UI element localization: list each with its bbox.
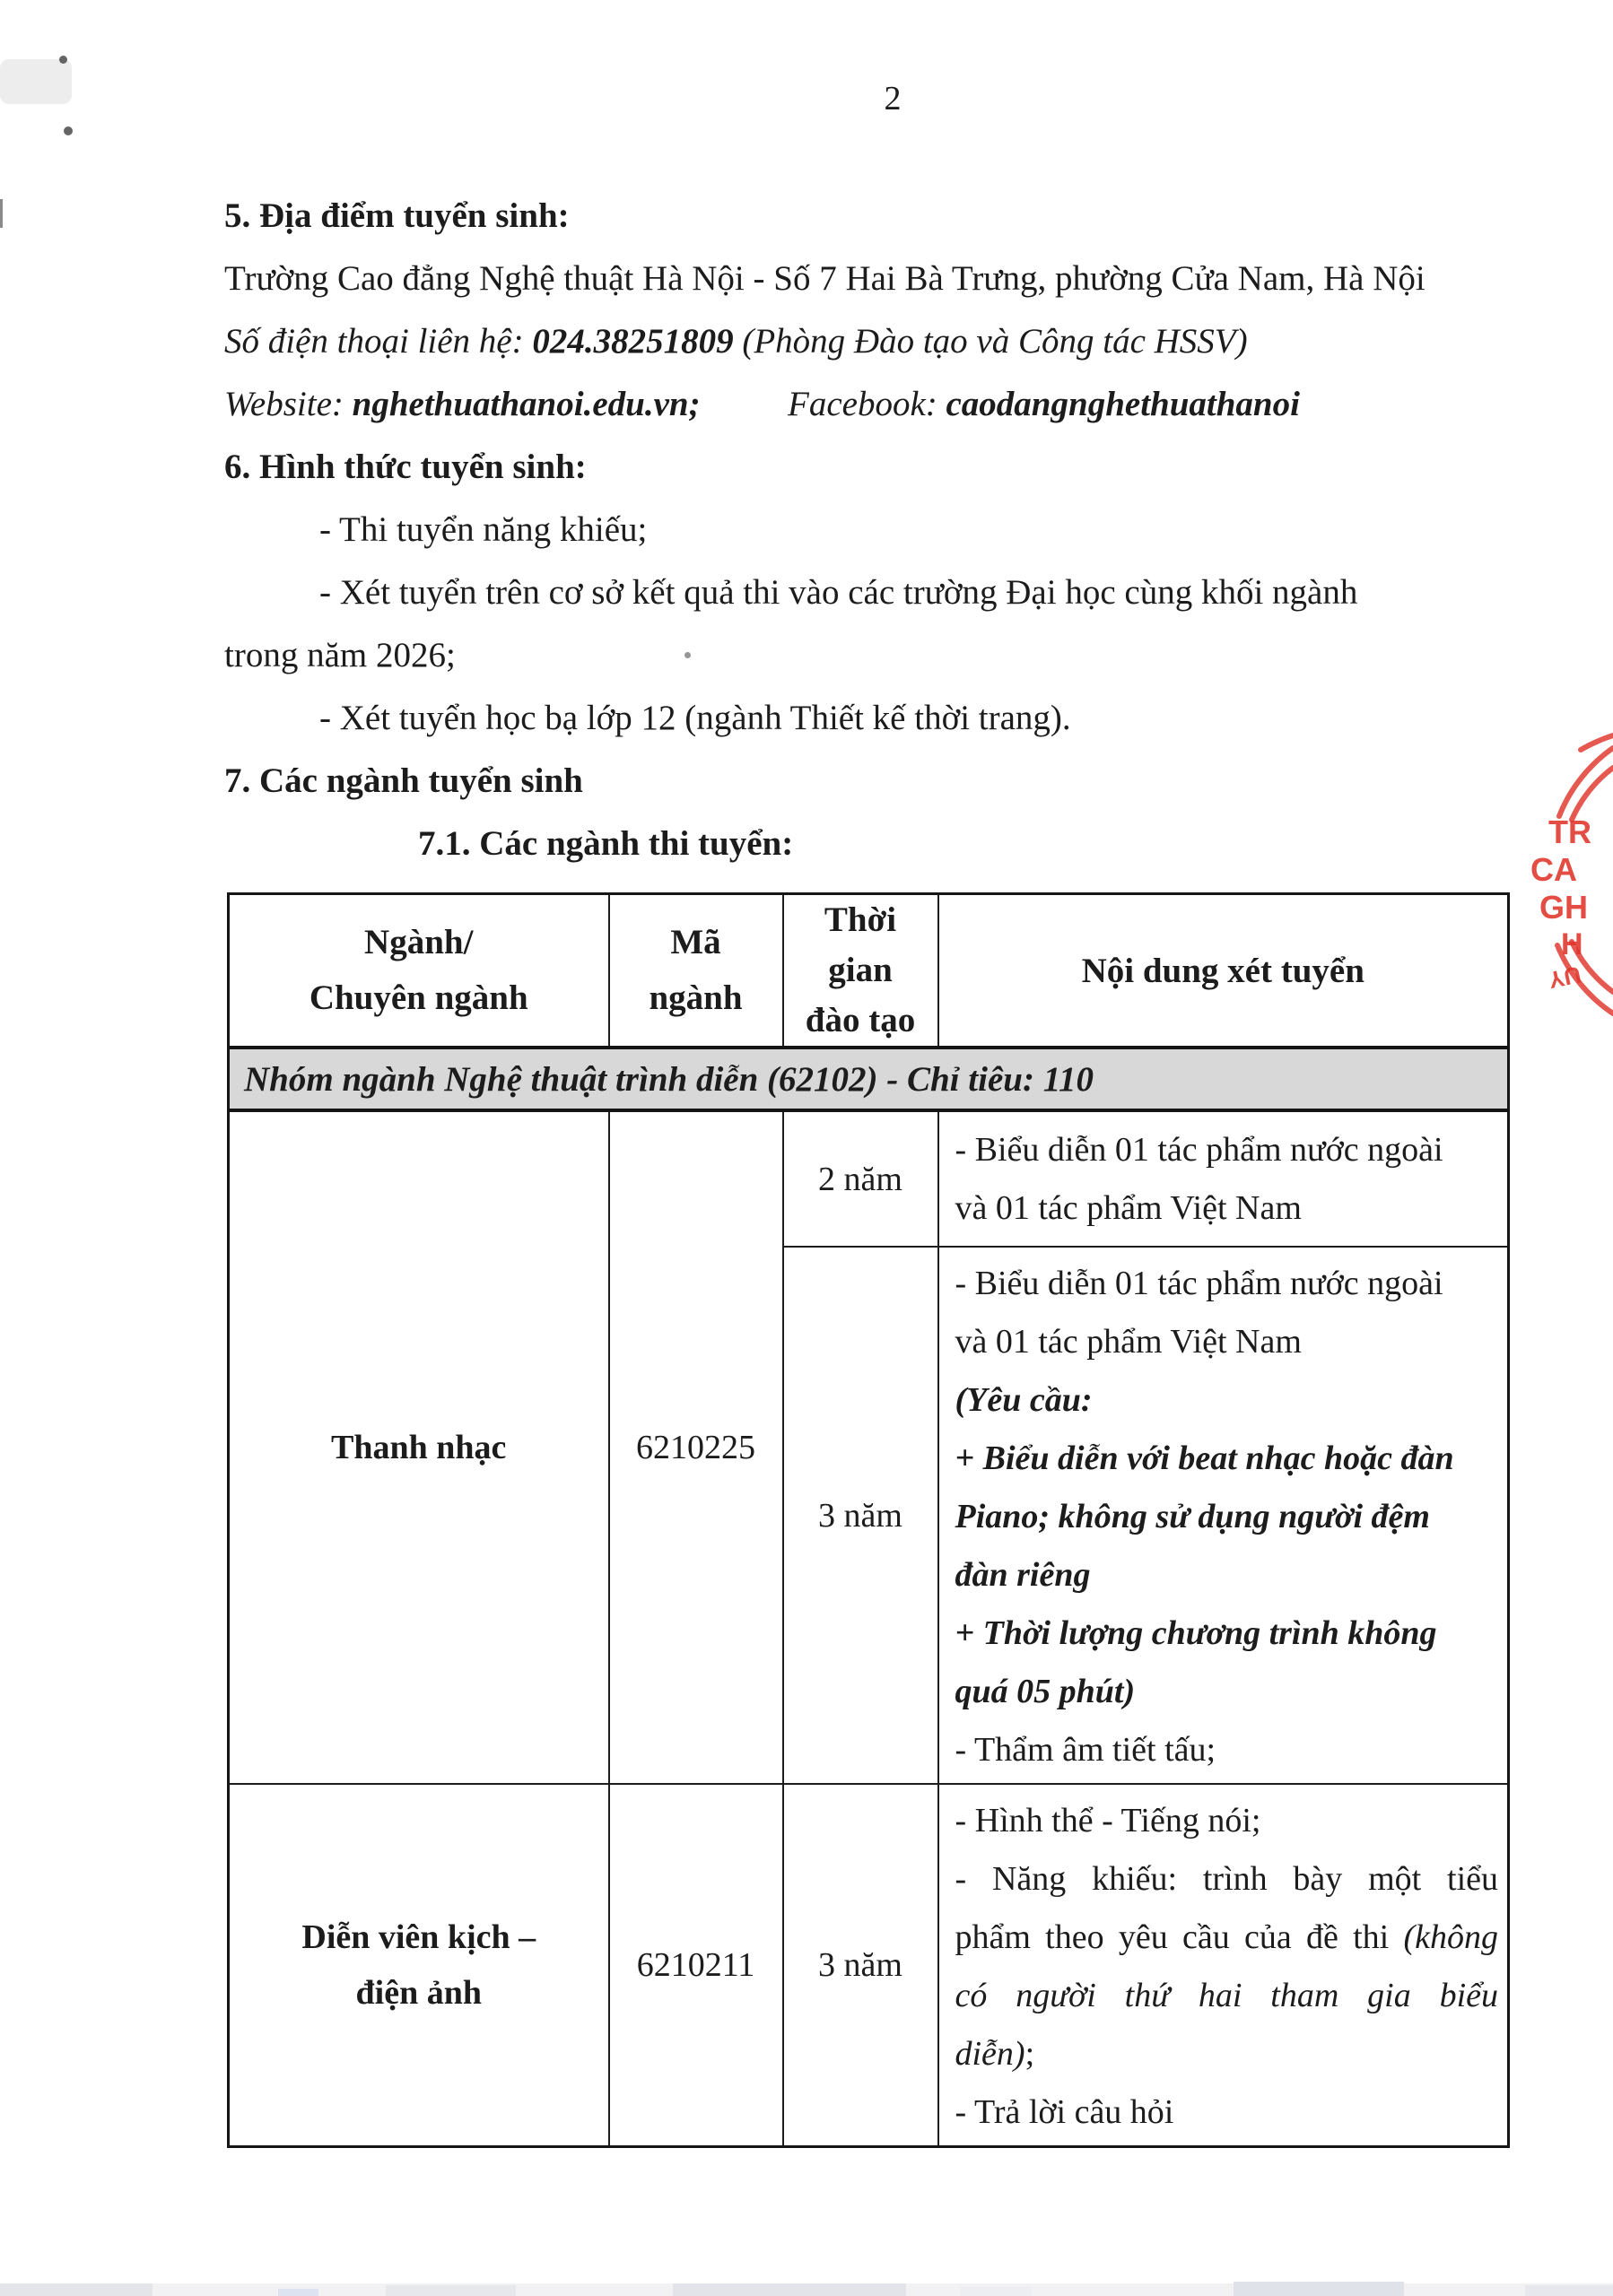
phone-suffix: (Phòng Đào tạo và Công tác HSSV) [742, 322, 1248, 361]
header-duration-line1: Thời [824, 900, 897, 939]
section6-item1: - Thi tuyển năng khiếu; [319, 510, 648, 549]
header-code-line2: ngành [649, 978, 743, 1017]
stamp-text-fragment: UY [1546, 961, 1584, 995]
cell-code-dien-vien: 6210211 [609, 1784, 783, 2147]
stamp-arc [1581, 735, 1613, 750]
header-major-line1: Ngành/ [364, 923, 474, 961]
content-line: và 01 tác phẩm Việt Nam [955, 1188, 1302, 1227]
content-line: và 01 tác phẩm Việt Nam [955, 1323, 1302, 1361]
website-label: Website: [224, 385, 344, 423]
header-content: Nội dung xét tuyển [938, 894, 1509, 1048]
content-line: + Thời lượng chương trình không [955, 1614, 1437, 1652]
group-row [229, 1048, 1509, 1110]
phone-number: 024.38251809 [532, 322, 734, 361]
group-row-label: Nhóm ngành Nghệ thuật trình diễn (62102) - Chỉ tiêu: 110 [229, 1048, 1509, 1110]
content-segment: ; [1024, 2035, 1035, 2073]
scan-dot [684, 652, 691, 658]
table-row-dien-vien [229, 1784, 1509, 2147]
section6-heading: 6. Hình thức tuyển sinh: [224, 448, 587, 486]
section5-heading: 5. Địa điểm tuyển sinh: [224, 196, 570, 235]
stamp-text-fragment: GH [1539, 889, 1588, 926]
content-line [955, 2025, 1499, 2083]
major-line1: Diễn viên kịch – [301, 1918, 536, 1956]
section7-1-heading: 7.1. Các ngành thi tuyển: [418, 824, 794, 863]
content-line: - Thẩm âm tiết tấu; [955, 1731, 1216, 1769]
content-line: Piano; không sử dụng người đệm [955, 1498, 1430, 1535]
content-line [955, 1909, 1499, 1967]
facebook-value: caodangnghethuathanoi [946, 385, 1300, 423]
section6-item2-line2: trong năm 2026; [224, 636, 456, 674]
address-line: Trường Cao đẳng Nghệ thuật Hà Nội - Số 7 Hai Bà Trưng, phường Cửa Nam, Hà Nội [224, 259, 1426, 298]
content-line: - Biểu diễn 01 tác phẩm nước ngoài [955, 1265, 1443, 1302]
content-line: - Trả lời câu hỏi [955, 2093, 1174, 2131]
cell-content-2nam [938, 1110, 1509, 1247]
page-number: 2 [884, 80, 902, 117]
scan-bottom-patch [1525, 2285, 1613, 2296]
header-code [609, 894, 783, 1048]
content-line: - Hình thể - Tiếng nói; [955, 1802, 1261, 1839]
header-major-line2: Chuyên ngành [309, 978, 528, 1017]
admissions-table [227, 892, 1510, 2148]
header-duration [783, 894, 938, 1048]
header-code-line1: Mã [670, 923, 721, 961]
cell-content-3nam [938, 1247, 1509, 1784]
scan-bottom-patch [278, 2289, 318, 2296]
scan-bottom-patch [386, 2285, 516, 2296]
stamp-arc [1559, 748, 1613, 816]
scan-bottom-patch [1234, 2282, 1404, 2296]
facebook-label: Facebook: [788, 385, 937, 423]
content-segment-italic: diễn) [955, 2035, 1025, 2073]
table-header-row [229, 894, 1509, 1048]
cell-major-dien-vien [229, 1784, 609, 2147]
table-row-thanh-nhac-2nam [229, 1110, 1509, 1247]
content-line: + Biểu diễn với beat nhạc hoặc đàn [955, 1439, 1454, 1477]
cell-content-dien-vien [938, 1784, 1509, 2147]
content-segment: phẩm theo yêu cầu của đề thi [955, 1918, 1404, 1956]
content-line: (Yêu cầu: [955, 1381, 1093, 1419]
content-line: đàn riêng [955, 1556, 1091, 1594]
content-segment-italic: (không [1403, 1918, 1498, 1956]
phone-line [224, 321, 1248, 364]
content-line: có người thứ hai tham gia biểu [955, 1977, 1498, 2014]
phone-label: Số điện thoại liên hệ: [224, 322, 524, 361]
scan-dot [64, 126, 73, 135]
content-line: - Năng khiếu: trình bày một tiểu [955, 1860, 1498, 1898]
facebook-line [788, 384, 1300, 427]
scan-bottom-patch [0, 2283, 153, 2296]
stamp-text-fragment: CA [1530, 851, 1577, 888]
stamp-text-fragment: H [1561, 927, 1583, 961]
website-line [224, 384, 701, 427]
section6-item2-line1: - Xét tuyển trên cơ sở kết quả thi vào các trường Đại học cùng khối ngành [319, 573, 1358, 612]
header-duration-line3: đào tạo [805, 1001, 916, 1039]
content-line: - Biểu diễn 01 tác phẩm nước ngoài [955, 1130, 1443, 1169]
section7-heading: 7. Các ngành tuyển sinh [224, 761, 583, 800]
cell-major-thanh-nhac: Thanh nhạc [229, 1110, 609, 1784]
header-major [229, 894, 609, 1048]
cell-duration-3nam: 3 năm [783, 1247, 938, 1784]
stamp-arc [1572, 768, 1613, 820]
scan-dot [59, 56, 67, 64]
scan-smudge [0, 59, 72, 104]
cell-duration-2nam: 2 năm [783, 1110, 938, 1247]
scan-edge-mark [0, 199, 3, 228]
red-seal-stamp [1525, 728, 1613, 1038]
header-duration-line2: gian [828, 951, 893, 989]
content-line: quá 05 phút) [955, 1673, 1136, 1710]
scan-bottom-patch [673, 2283, 906, 2296]
major-line2: điện ảnh [355, 1974, 482, 2012]
website-value: nghethuathanoi.edu.vn; [352, 385, 701, 423]
section6-item3: - Xét tuyển học bạ lớp 12 (ngành Thiết kế thời trang). [319, 699, 1071, 737]
scan-bottom-patch [960, 2287, 1032, 2296]
stamp-text-fragment: TR [1548, 813, 1591, 850]
cell-code-thanh-nhac: 6210225 [609, 1110, 783, 1784]
cell-duration-dien-vien: 3 năm [783, 1784, 938, 2147]
